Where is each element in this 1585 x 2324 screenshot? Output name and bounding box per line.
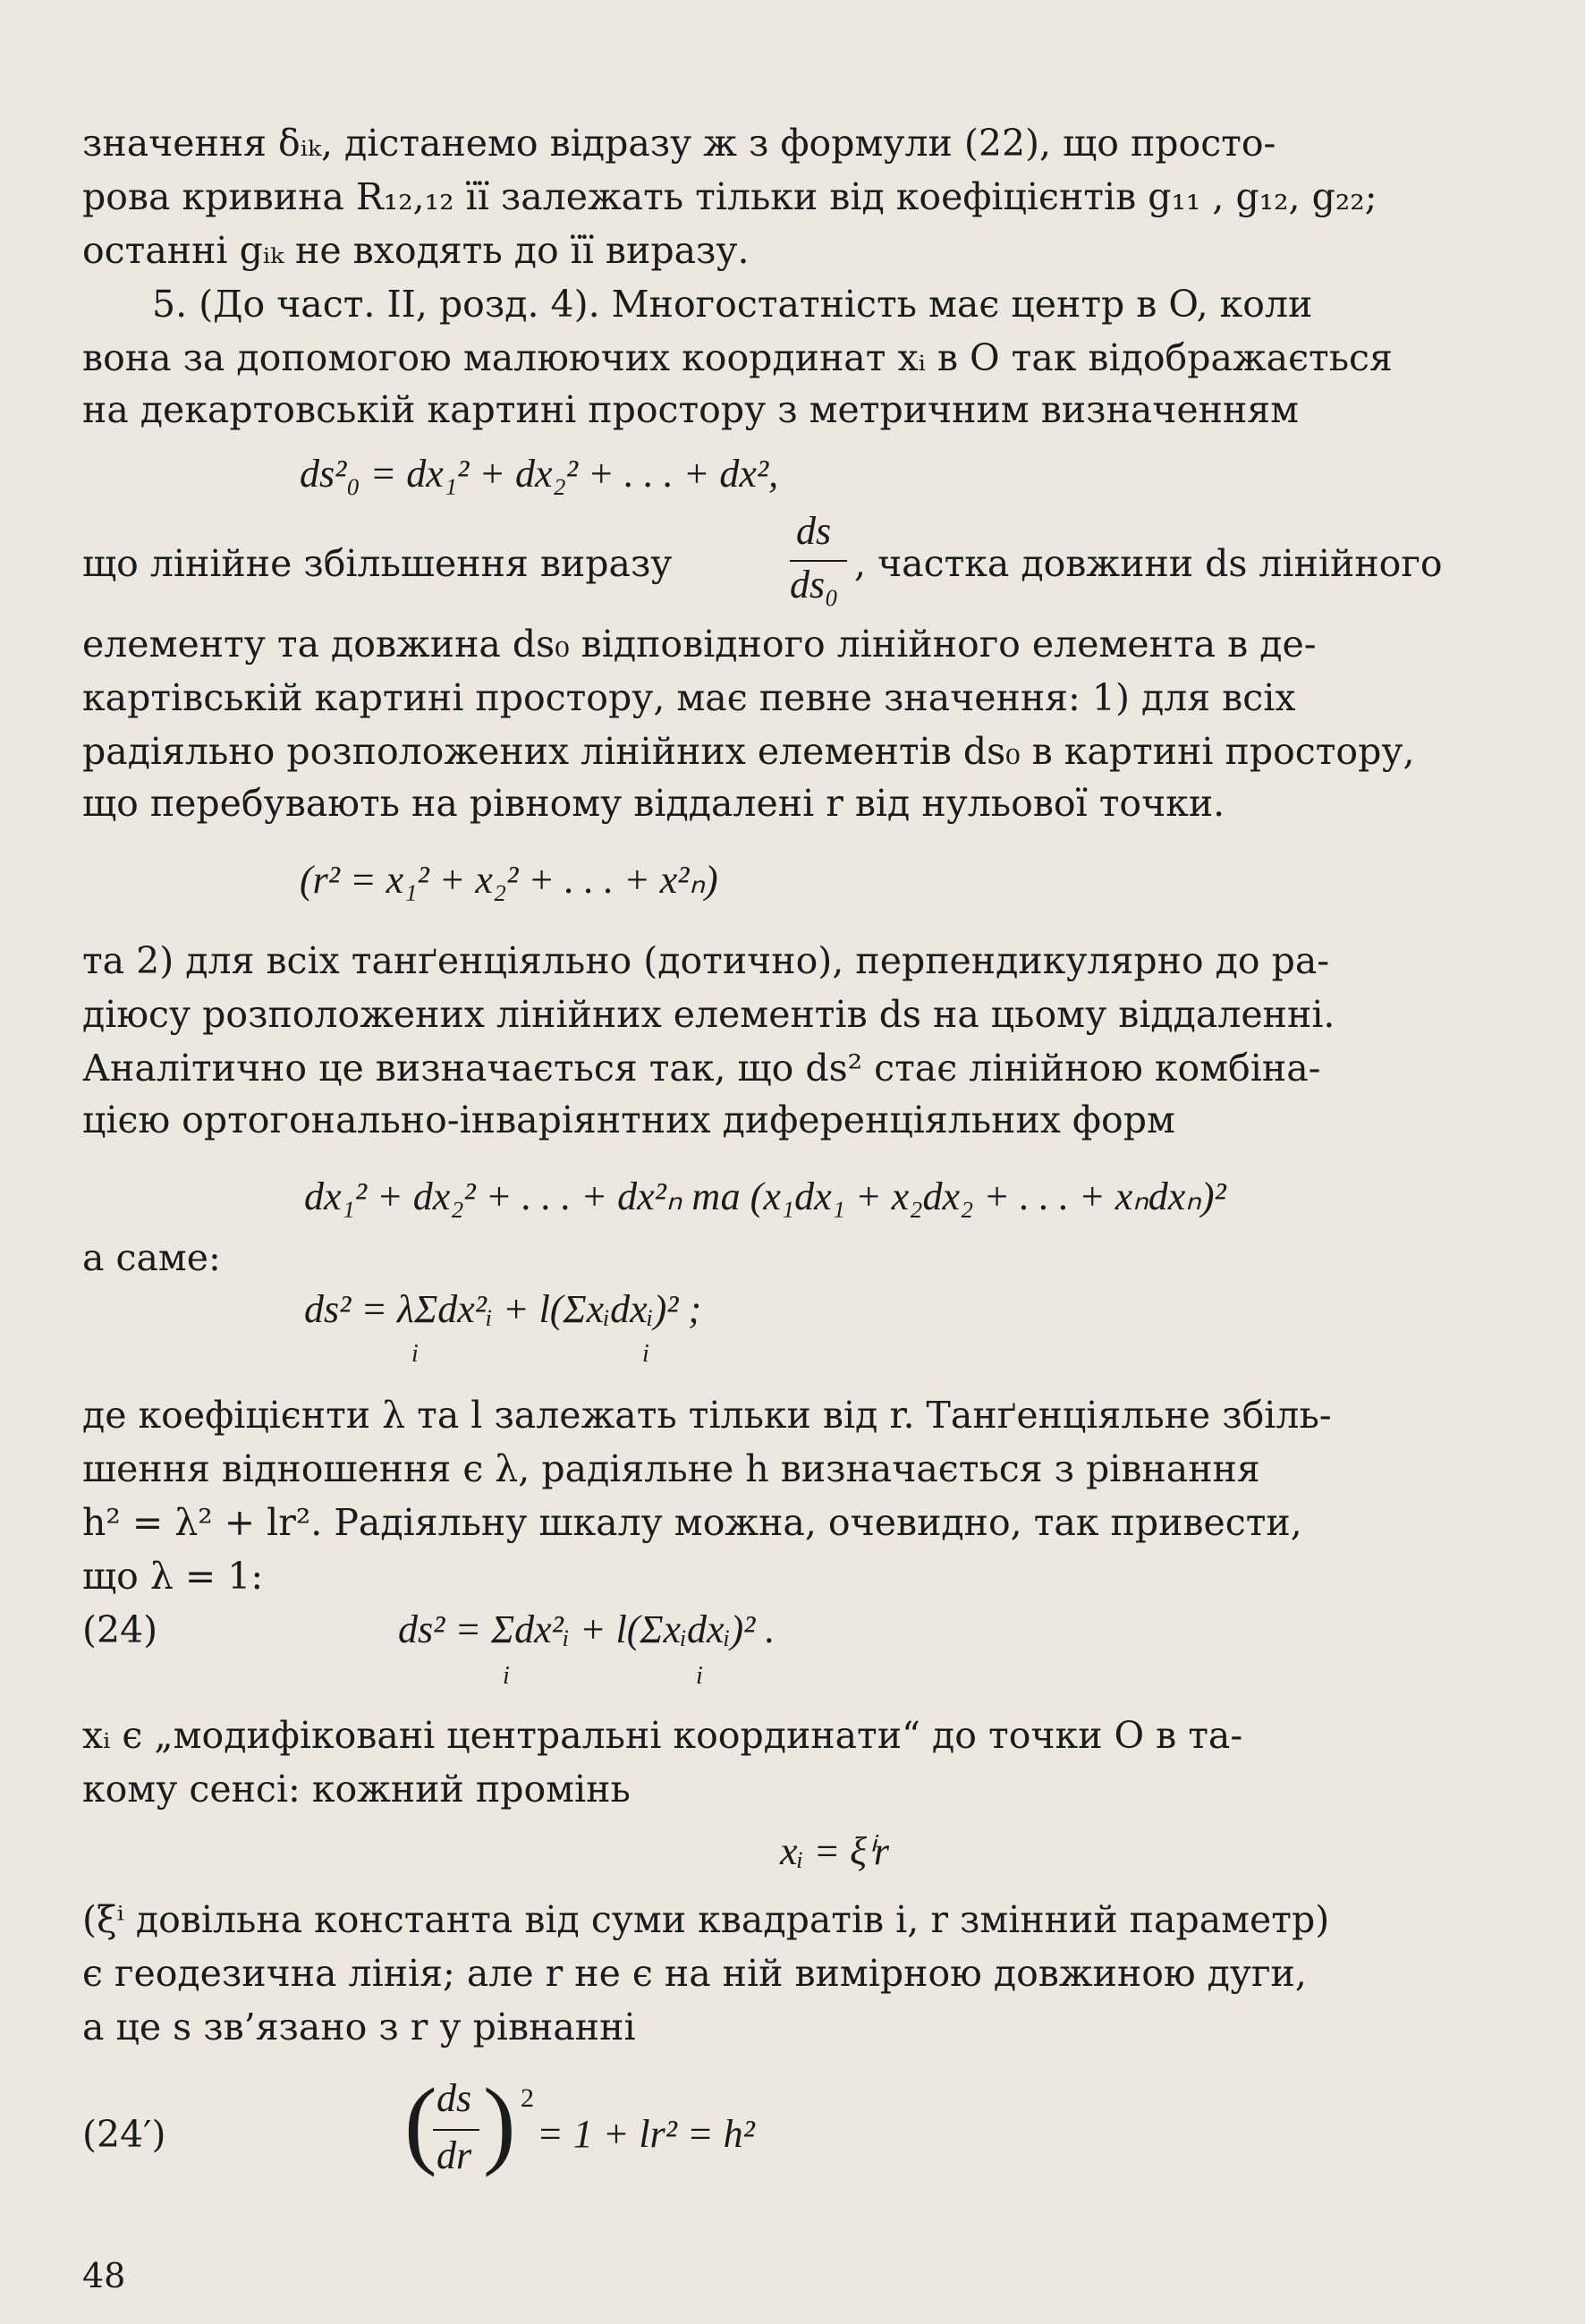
fraction-numerator: ds [437,2076,472,2120]
fraction-numerator: ds [796,509,832,553]
text-line: діюсу розположених лінійних елементів ds на цьому віддаленні. [82,993,1335,1036]
formula-24: ds² = Σdx²ᵢ + l(Σxᵢdxᵢ)² . [398,1607,776,1651]
formula-r-squared: (r² = x₁² + x₂² + . . . + x²ₙ) [300,858,718,902]
text-line: де коефіцієнти λ та l залежать тільки від r. Танґенціяльне збіль- [82,1394,1332,1437]
text-line: а це s зв’язано з r у рівнанні [82,2006,636,2048]
exponent: 2 [521,2083,534,2113]
text-line: кому сенсі: кожний промінь [82,1768,631,1811]
fraction-denominator: dr [437,2133,472,2177]
text-line: картівській картині простору, має певне значення: 1) для всіх [82,676,1296,719]
sum-index: i [411,1340,419,1368]
page-number: 48 [82,2256,126,2295]
formula-ray: xᵢ = ξⁱr [780,1829,890,1873]
text-line: (ξⁱ довільна константа від суми квадратів i, r змінний параметр) [82,1898,1330,1941]
text-line: рова кривина R₁₂,₁₂ її залежать тільки від коефіцієнтів g₁₁ , g₁₂, g₂₂; [82,175,1377,218]
text-line: та 2) для всіх танґенціяльно (дотично), перпендикулярно до ра- [82,939,1330,982]
equation-number: (24′) [82,2113,166,2156]
formula-ds-lambda: ds² = λΣdx²ᵢ + l(Σxᵢdxᵢ)² ; [304,1287,702,1331]
text-line: що перебувають на рівному віддалені r від нульової точки. [82,782,1225,825]
paragraph-start: 5. (До част. II, розд. 4). Многостатність має центр в O, коли [152,283,1313,326]
text-line: на декартовській картині простору з метричним визначенням [82,388,1300,431]
sum-index: i [503,1662,510,1690]
text-line: що λ = 1: [82,1555,264,1598]
text-line: елементу та довжина ds₀ відповідного лінійного елемента в де- [82,623,1317,666]
formula-differential-forms: dx₁² + dx₂² + . . . + dx²ₙ та (x₁dx₁ + x₂dx₂ + . . . + xₙdxₙ)² [304,1175,1226,1218]
text-line: значення δᵢₖ, дістанемо відразу ж з формули (22), що просто- [82,122,1276,165]
text-line: є геодезична лінія; але r не є на ній вимірною довжиною дуги, [82,1952,1307,1995]
text-line: h² = λ² + lr². Радіяльну шкалу можна, очевидно, так привести, [82,1501,1302,1544]
fraction-bar [433,2129,479,2131]
text-line: xᵢ є „модифіковані центральні координати“ до точки O в та- [82,1714,1243,1757]
sum-index: i [696,1662,703,1690]
text-line: , частка довжини ds лінійного [854,542,1443,585]
text-line: Аналітично це визначається так, що ds² стає лінійною комбіна- [82,1047,1321,1090]
text-line: радіяльно розположених лінійних елементів ds₀ в картині простору, [82,730,1415,773]
formula-ds0: ds²₀ = dx₁² + dx₂² + . . . + dx², [300,452,779,496]
text-line: а саме: [82,1236,221,1279]
text-line: цією ортогонально-інваріянтних диференціяльних форм [82,1098,1175,1141]
text-line: вона за допомогою малюючих координат xᵢ в O так відображається [82,336,1393,379]
text-line: шення відношення є λ, радіяльне h визначається з рівнання [82,1447,1260,1490]
text-line: що лінійне збільшення виразу [82,542,673,585]
left-paren: ( [404,2068,437,2177]
fraction-denominator: ds₀ [790,563,839,606]
formula-24-prime: = 1 + lr² = h² [537,2112,755,2156]
right-paren: ) [483,2068,516,2177]
equation-number: (24) [82,1608,158,1651]
sum-index: i [642,1340,649,1368]
text-line: останні gᵢₖ не входять до її виразу. [82,229,750,272]
